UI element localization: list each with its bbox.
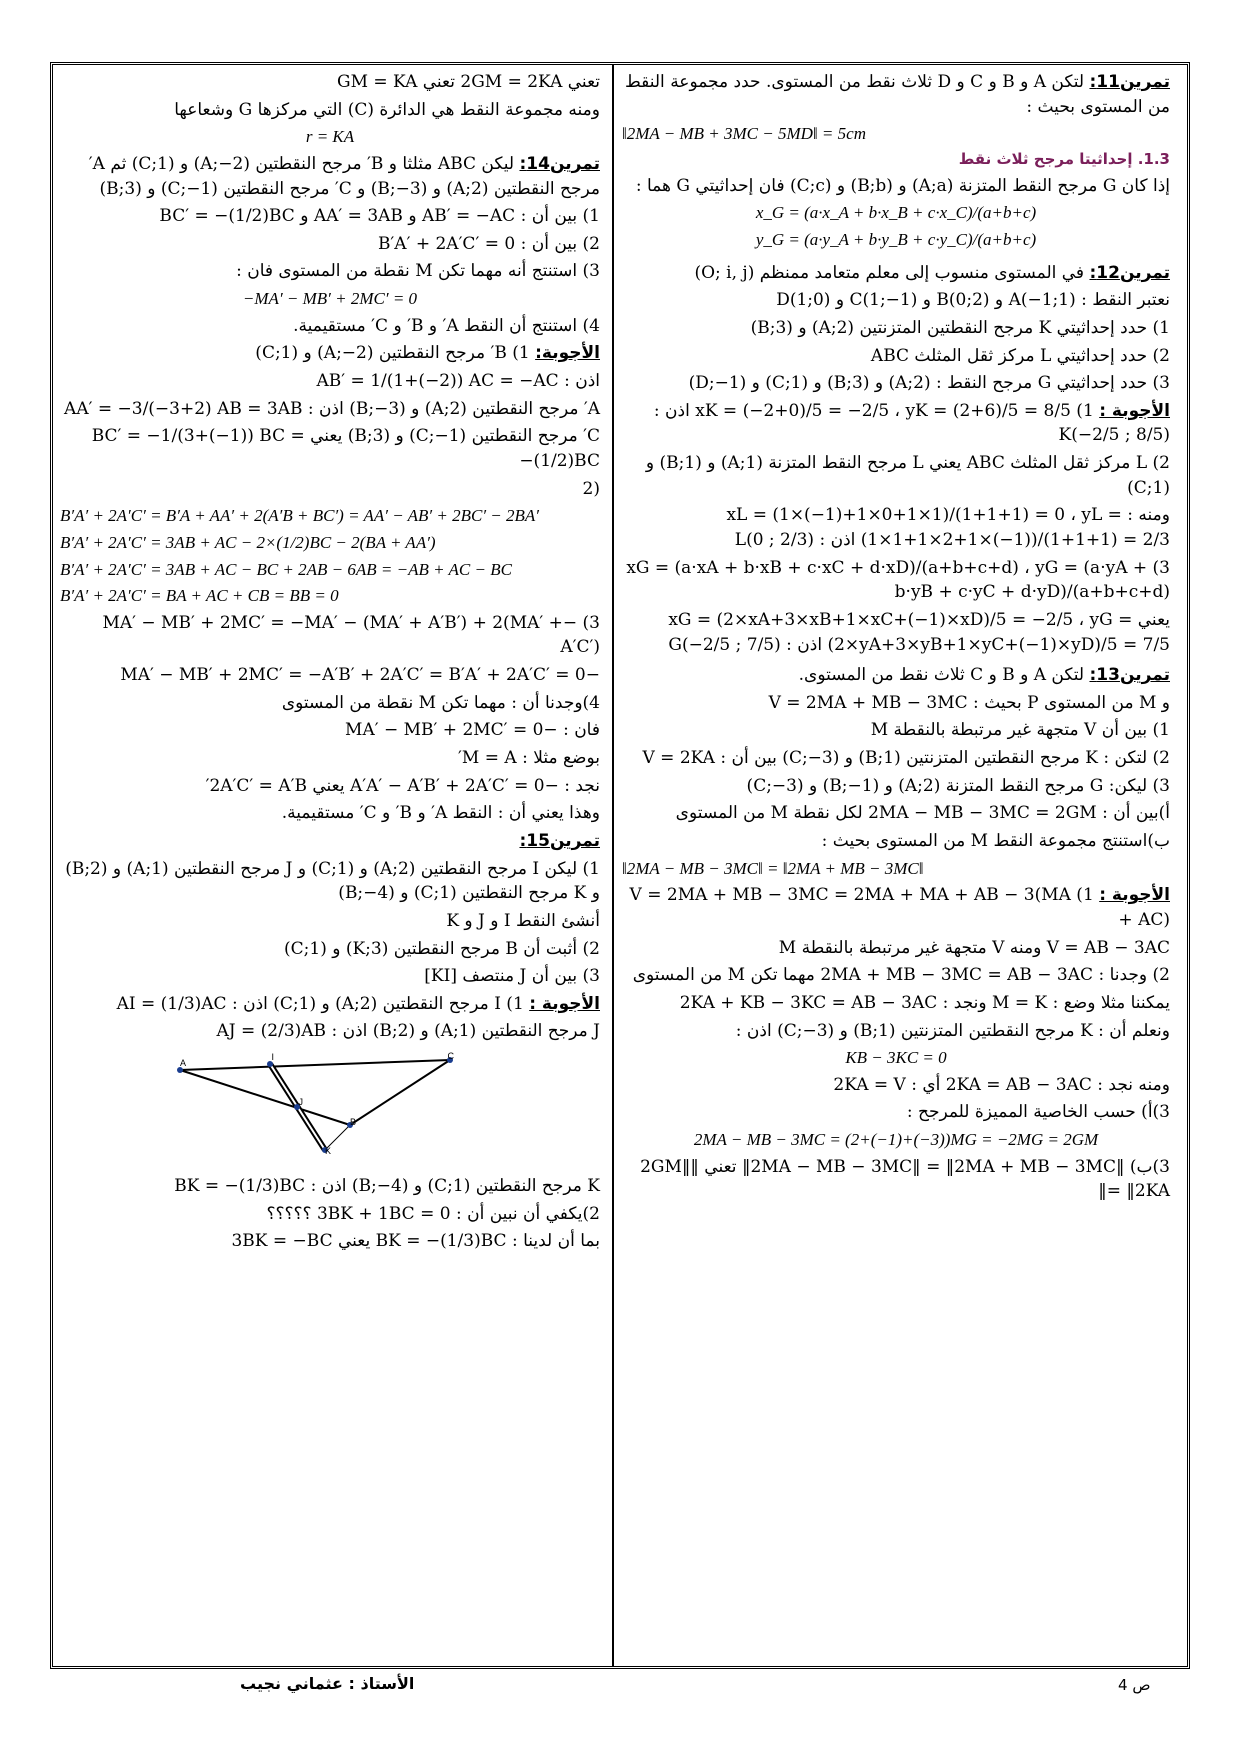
ex15-figure (170, 1050, 490, 1170)
teacher-name: الأستاذ : عثماني نجيب (240, 1674, 415, 1693)
ex14-a4c: بوضع مثلا : M = A′ (458, 748, 600, 769)
ex11 (622, 70, 1170, 119)
ex15-q2: 2) أثبت أن B مرجح النقطتين (K;3) و (C;1) (283, 938, 600, 959)
ex13-q1: 1) بين أن V متجهة غير مرتبطة بالنقطة M (870, 720, 1170, 741)
section-title: 1.3. إحداثيتا مرجح ثلاث نقط (958, 149, 1170, 168)
ex13-a3: 3)أ) حسب الخاصية المميزة للمرجح : (906, 1102, 1170, 1123)
ex12-ans-title: الأجوبة : (1099, 400, 1170, 421)
ex14 (60, 152, 600, 201)
line-cb (349, 1060, 450, 1128)
ex14-a2: (2 (582, 478, 600, 499)
right-column (622, 70, 1170, 1207)
ex12-q3: 3) حدد إحداثيتي G مرجح النقط : (A;2) و (B;3) و (C;1) و (D;−1) (688, 373, 1170, 394)
ex12-a3: 3) xG = (a·xA + b·xB + c·xC + d·xD)/(a+b+c+d) ، yG = (a·yA + b·yB + c·yC + d·yD)/(a+b+c+d) (626, 557, 1170, 603)
ex14-a4e: وهذا يعني أن : النقط A′ و B′ و C′ مستقيمية. (281, 803, 600, 824)
label-a: A (179, 1058, 186, 1069)
ex13-a3b: 3)ب) ‖2MA − MB − 3MC‖ = ‖2MA + MB − 3MC‖ تعني ‖2GM‖ = ‖2KA‖ (640, 1156, 1170, 1202)
ex12-q1: 1) حدد إحداثيتي K مرجح النقطتين المتزنتين (A;2) و (B;3) (750, 317, 1170, 338)
label-c: C (447, 1051, 454, 1062)
left-column (60, 70, 600, 1257)
ex13-a1b: V = AB − 3AC ومنه V متجهة غير مرتبطة بالنقطة M (778, 937, 1170, 958)
page-number: ص 4 (1118, 1676, 1151, 1694)
ex13-text2: و M من المستوى P بحيث : V = 2MA + MB − 3MC (768, 692, 1170, 713)
ex14-ans-title: الأجوبة: (535, 343, 600, 364)
ex14-a4d: نجد : −A′A′ − A′B′ + 2A′C′ = 0 يعني 2A′C′ = A′B′ (205, 775, 600, 796)
ex13-answers (622, 883, 1170, 932)
ex13-q3: 3) ليكن: G مرجح النقط المتزنة (A;2) و (B;−1) و (C;−3) (746, 775, 1170, 796)
ex13-q3b-eq: ‖2MA − MB − 3MC‖ = ‖2MA + MB − 3MC‖ (622, 858, 924, 878)
ex13-a2: 2) وجدنا : 2MA + MB − 3MC = AB − 3AC مهما تكن M من المستوى (632, 965, 1170, 986)
ex13-a2e: ومنه نجد : 2KA = AB − 3AC أي : 2KA = V (833, 1074, 1170, 1095)
ex13-ans-title: الأجوبة : (1099, 885, 1170, 906)
ex14-a2e4: B′A′ + 2A′C′ = BA + AC + CB = BB = 0 (60, 586, 339, 606)
ex15-q1: 1) ليكن I مرجح النقطتين (A;2) و (C;1) و J مرجح النقطتين (A;1) و (B;2) و K مرجح النقطتين (C;1) و (B;−4) (65, 858, 600, 904)
section-xg: x_G = (a·x_A + b·x_B + c·x_C)/(a+b+c) (755, 203, 1037, 223)
ex12-a2b: ومنه : xL = (1×(−1)+1×0+1×1)/(1+1+1) = 0 ، yL = (1×1+1×2+1×(−1))/(1+1+1) = 2/3 اذن : L(0 ; 2/3) (726, 505, 1170, 550)
column-divider (612, 64, 614, 1667)
ex14-a1c: C′ مرجح النقطتين (C;−1) و (B;3) يعني BC′ = −1/(3+(−1)) BC = −(1/2)BC (91, 426, 600, 471)
ex14-a2e2: B′A′ + 2A′C′ = 3AB + AC − 2×(1/2)BC − 2(BA + AA′) (60, 532, 436, 552)
ex15-title: تمرين15: (519, 830, 600, 851)
ex15-answers (60, 992, 600, 1017)
ex12-a1: 1) xK = (−2+0)/5 = −2/5 ، yK = (2+6)/5 = 8/5 اذن : K(−2/5 ; 8/5) (653, 400, 1170, 446)
label-k: K (324, 1146, 331, 1157)
ex15-ans-title: الأجوبة : (529, 993, 600, 1014)
ex14-a4: 4)وجدنا أن : مهما تكن M نقطة من المستوى (281, 692, 600, 713)
ex15-a2: 2)يكفي أن نبين أن : 3BK + 1BC = 0 ؟؟؟؟؟ (266, 1203, 600, 1224)
ex13-a2d: KB − 3KC = 0 (845, 1048, 947, 1068)
ex14-a3e1: 3) −MA′ − MB′ + 2MC′ = −MA′ − (MA′ + A′B′) + 2(MA′ + A′C′) (102, 612, 600, 658)
ex15-a2b: بما أن لدينا : BK = −(1/3)BC يعني 3BK = −BC (231, 1231, 600, 1252)
ex15-a1: 1) I مرجح النقطتين (A;2) و (C;1) اذن : AI = (1/3)AC (116, 993, 524, 1014)
ex13-a2b: يمكننا مثلا وضع : M = K ونجد : 2KA + KB − 3KC = AB − 3AC (679, 992, 1170, 1013)
section-text: إذا كان G مرجح النقط المتزنة (A;a) و (B;b) و (C;c) فان إحداثيتي G هما : (635, 175, 1170, 196)
ex13-q2: 2) لتكن : K مرجح النقطتين المتزنتين (B;1) و (C;−3) بين أن : V = 2KA (642, 748, 1170, 769)
ex13-a3eq: 2MA − MB − 3MC = (2+(−1)+(−3))MG = −2MG = 2GM (693, 1130, 1099, 1150)
ex12-title: تمرين12: (1089, 262, 1170, 283)
ex15-q3: 3) بين أن J منتصف [KI] (424, 966, 600, 987)
ex14-a1: 1) B′ مرجح النقطتين (A;−2) و (C;1) (255, 343, 530, 364)
section-yg: y_G = (a·y_A + b·y_B + c·y_C)/(a+b+c) (755, 229, 1037, 249)
ex13-a1: 1) V = 2MA + MB − 3MC = 2MA + MA + AB − 3(MA + AC) (629, 885, 1170, 930)
ex14-text: ليكن ABC مثلثا و B′ مرجح النقطتين (A;−2) و (C;1) ثم A′ مرجح النقطتين (A;2) و (B;−3) و C′ مرجح النقطتين (C;−1) و (B;3) (88, 153, 600, 199)
ex13-title: تمرين13: (1089, 665, 1170, 686)
ex12 (622, 261, 1170, 286)
ex11-eq: ‖2MA − MB + 3MC − 5MD‖ = 5cm (622, 124, 866, 144)
ex14-q3: 3) استنتج أنه مهما تكن M نقطة من المستوى فان : (236, 261, 600, 282)
ex13-a2c: ونعلم أن : K مرجح النقطتين المتزنتين (B;1) و (C;−3) اذن : (735, 1020, 1170, 1041)
ex14-q4: 4) استنتج أن النقط A′ و B′ و C′ مستقيمية. (293, 315, 600, 336)
cont-top1: تعني 2GM = 2KA تعني GM = KA (337, 72, 600, 92)
label-i: I (271, 1052, 274, 1063)
label-b: B (349, 1117, 356, 1128)
ex15-a1b: J مرجح النقطتين (A;1) و (B;2) اذن : AJ = (2/3)AB (216, 1021, 600, 1042)
ex12-a3b: يعني xG = (2×xA+3×xB+1×xC+(−1)×xD)/5 = −2/5 ، yG = (2×yA+3×yB+1×yC+(−1)×yD)/5 = 7/5 اذن : G(−2/5 ; 7/5) (668, 609, 1170, 655)
ex14-a1b: A′ مرجح النقطتين (A;2) و (B;−3) اذن : AA′ = −3/(−3+2) AB = 3AB (64, 398, 600, 419)
label-j: J (298, 1097, 303, 1108)
ex14-answers (60, 341, 600, 366)
ex13 (622, 663, 1170, 688)
ex14-a4b: فان : −MA′ − MB′ + 2MC′ = 0 (345, 720, 600, 741)
ex14-a3e2: −MA′ − MB′ + 2MC′ = −A′B′ + 2A′C′ = B′A′ + 2A′C′ = 0 (120, 665, 600, 686)
line-ac (180, 1060, 450, 1070)
ex12-answers (622, 399, 1170, 448)
cont-top3: r = KA (305, 127, 355, 147)
ex11-text: لتكن A و B و C و D ثلاث نقط من المستوى. حدد مجموعة النقط من المستوى بحيث : (625, 72, 1170, 117)
ex14-a2e3: B′A′ + 2A′C′ = 3AB + AC − BC + 2AB − 6AB = −AB + AC − BC (60, 559, 512, 579)
cont-top2: ومنه مجموعة النقط هي الدائرة (C) التي مركزها G وشعاعها (174, 99, 600, 120)
ex13-q3b: ب)استنتج مجموعة النقط M من المستوى بحيث : (821, 831, 1170, 852)
ex14-a2e1: B′A′ + 2A′C′ = B′A + AA′ + 2(A′B + BC′) = AA′ − AB′ + 2BC′ − 2BA′ (60, 506, 540, 526)
ex14-title: تمرين14: (519, 153, 600, 174)
ex14-a1eq: اذن : AB′ = 1/(1+(−2)) AC = −AC (316, 371, 600, 392)
ex15 (60, 829, 600, 854)
ex15-a1c: K مرجح النقطتين (C;1) و (B;−4) اذن : BK = −(1/3)BC (174, 1176, 600, 1197)
ex13-text: لتكن A و B و C ثلاث نقط من المستوى. (798, 665, 1085, 686)
ex14-q1: 1) بين أن : AB′ = −AC و AA′ = 3AB و BC′ = −(1/2)BC (159, 206, 600, 227)
ex14-q2: 2) بين أن : B′A′ + 2A′C′ = 0 (377, 233, 600, 254)
ex12-points: نعتبر النقط : A(−1;1) و B(0;2) و C(1;−1) و D(1;0) (776, 290, 1170, 311)
ex12-a2: 2) L مركز ثقل المثلث ABC يعني L مرجح النقط المتزنة (A;1) و (B;1) و (C;1) (645, 453, 1170, 498)
line-ab (180, 1070, 350, 1125)
ex13-q3a: أ)بين أن : 2MA − MB − 3MC = 2GM لكل نقطة M من المستوى (675, 803, 1170, 824)
ex12-q2: 2) حدد إحداثيتي L مركز ثقل المثلث ABC (870, 345, 1170, 366)
ex12-text: في المستوى منسوب إلى معلم متعامد ممنظم (O; i, j) (694, 262, 1085, 283)
ex11-title: تمرين11: (1089, 72, 1170, 92)
ex14-q3eq: −MA′ − MB′ + 2MC′ = 0 (242, 289, 418, 309)
ex15-q1b: أنشئ النقط I و J و K (446, 910, 600, 931)
